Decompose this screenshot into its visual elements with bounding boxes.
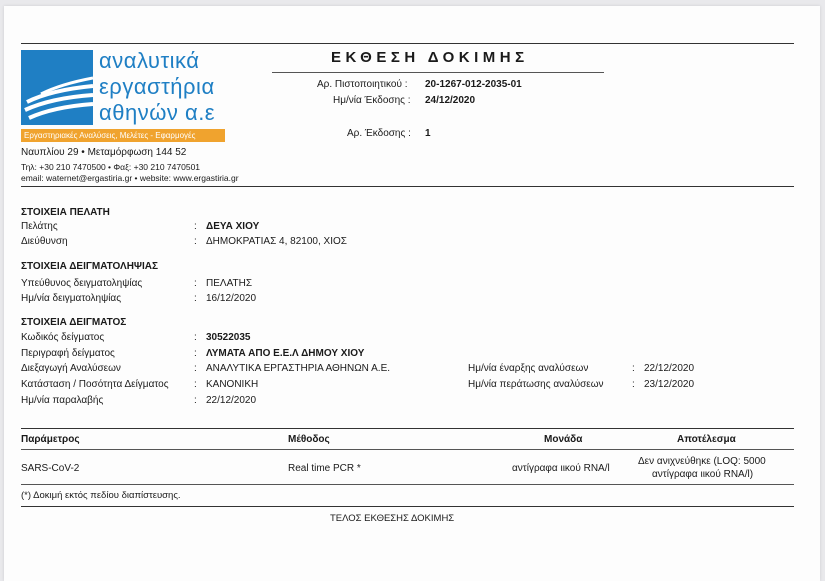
- colon: :: [194, 293, 197, 304]
- issue-date-label: Ημ/νία Έκδοσης :: [333, 95, 411, 106]
- cert-label: Αρ. Πιστοποιητικού :: [317, 79, 408, 90]
- table-header-parameter: Παράμετρος: [21, 434, 80, 445]
- colon: :: [194, 332, 197, 343]
- sample-desc-value: ΛΥΜΑΤΑ ΑΠΟ Ε.Ε.Λ ΔΗΜΟΥ ΧΙΟΥ: [206, 348, 365, 359]
- sampling-heading: ΣΤΟΙΧΕΙΑ ΔΕΙΓΜΑΤΟΛΗΨΙΑΣ: [21, 261, 159, 272]
- row-parameter: SARS-CoV-2: [21, 463, 80, 474]
- sample-code-label: Κωδικός δείγματος: [21, 332, 105, 343]
- sample-lab-value: ΑΝΑΛΥΤΙΚΑ ΕΡΓΑΣΤΗΡΙΑ ΑΘΗΝΩΝ Α.Ε.: [206, 363, 391, 374]
- colon: :: [632, 379, 635, 390]
- sample-received-label: Ημ/νία παραλαβής: [21, 395, 104, 406]
- cert-value: 20-1267-012-2035-01: [425, 79, 522, 90]
- colon: :: [194, 221, 197, 232]
- sample-lab-label: Διεξαγωγή Αναλύσεων: [21, 363, 121, 374]
- table-header-unit: Μονάδα: [544, 434, 583, 445]
- title-underline: [272, 72, 604, 73]
- sampling-responsible-label: Υπεύθυνος δειγματοληψίας: [21, 278, 143, 289]
- sample-heading: ΣΤΟΙΧΕΙΑ ΔΕΙΓΜΑΤΟΣ: [21, 317, 127, 328]
- client-name-label: Πελάτης: [21, 221, 58, 232]
- analysis-end-label: Ημ/νία περάτωσης αναλύσεων: [468, 379, 604, 390]
- end-of-report: ΤΕΛΟΣ ΕΚΘΕΣΗΣ ΔΟΚΙΜΗΣ: [330, 513, 455, 524]
- client-name-value: ΔΕΥΑ ΧΙΟΥ: [206, 221, 260, 232]
- table-header-rule: [21, 449, 794, 450]
- sampling-responsible-value: ΠΕΛΑΤΗΣ: [206, 278, 253, 289]
- issue-date-value: 24/12/2020: [425, 95, 476, 106]
- row-unit: αντίγραφα ιικού RNA/l: [512, 463, 610, 474]
- sample-code-value: 30522035: [206, 332, 251, 343]
- colon: :: [194, 348, 197, 359]
- sampling-date-label: Ημ/νία δειγματοληψίας: [21, 293, 122, 304]
- analysis-end-value: 23/12/2020: [644, 379, 695, 390]
- colon: :: [632, 363, 635, 374]
- logo-tagline: Εργαστηριακές Αναλύσεις, Μελέτες - Εφαρμογές: [21, 129, 225, 142]
- company-phones: Τηλ: +30 210 7470500 • Φαξ: +30 210 7470501: [21, 162, 201, 172]
- colon: :: [194, 278, 197, 289]
- colon: :: [194, 379, 197, 390]
- analysis-start-value: 22/12/2020: [644, 363, 695, 374]
- client-address-value: ΔΗΜΟΚΡΑΤΙΑΣ 4, 82100, ΧΙΟΣ: [206, 236, 347, 247]
- sample-desc-label: Περιγραφή δείγματος: [21, 348, 115, 359]
- sample-received-value: 22/12/2020: [206, 395, 257, 406]
- footnote: (*) Δοκιμή εκτός πεδίου διαπίστευσης.: [21, 490, 181, 501]
- footer-rule: [21, 506, 794, 507]
- table-header-result: Αποτέλεσμα: [677, 434, 736, 445]
- logo-line2: εργαστήρια: [99, 74, 215, 99]
- analysis-start-label: Ημ/νία έναρξης αναλύσεων: [468, 363, 589, 374]
- colon: :: [194, 363, 197, 374]
- sampling-date-value: 16/12/2020: [206, 293, 257, 304]
- client-heading: ΣΤΟΙΧΕΙΑ ΠΕΛΑΤΗ: [21, 207, 110, 218]
- logo-waves-icon: [21, 50, 93, 125]
- row-result-line1: Δεν ανιχνεύθηκε (LOQ: 5000: [638, 456, 766, 467]
- client-address-label: Διεύθυνση: [21, 236, 68, 247]
- sample-state-label: Κατάσταση / Ποσότητα Δείγματος: [21, 379, 169, 390]
- table-row-rule: [21, 484, 794, 485]
- sample-state-value: ΚΑΝΟΝΙΚΗ: [206, 379, 259, 390]
- row-method: Real time PCR *: [288, 463, 361, 474]
- company-web: email: waternet@ergastiria.gr • website: www.ergastiria.gr: [21, 173, 239, 183]
- table-top-rule: [21, 428, 794, 429]
- colon: :: [194, 236, 197, 247]
- colon: :: [194, 395, 197, 406]
- document-sheet: [4, 6, 820, 581]
- table-header-method: Μέθοδος: [288, 434, 330, 445]
- company-address: Ναυπλίου 29 • Μεταμόρφωση 144 52: [21, 147, 187, 158]
- logo-line1: αναλυτικά: [99, 48, 200, 73]
- row-result-line2: αντίγραφα ιικού RNA/l): [652, 469, 754, 480]
- header-rule: [21, 186, 794, 187]
- logo-line3: αθηνών α.ε: [99, 100, 216, 125]
- report-title: ΕΚΘΕΣΗ ΔΟΚΙΜΗΣ: [331, 49, 529, 66]
- top-rule: [21, 43, 794, 44]
- issue-no-label: Αρ. Έκδοσης :: [347, 128, 411, 139]
- issue-no-value: 1: [425, 128, 431, 139]
